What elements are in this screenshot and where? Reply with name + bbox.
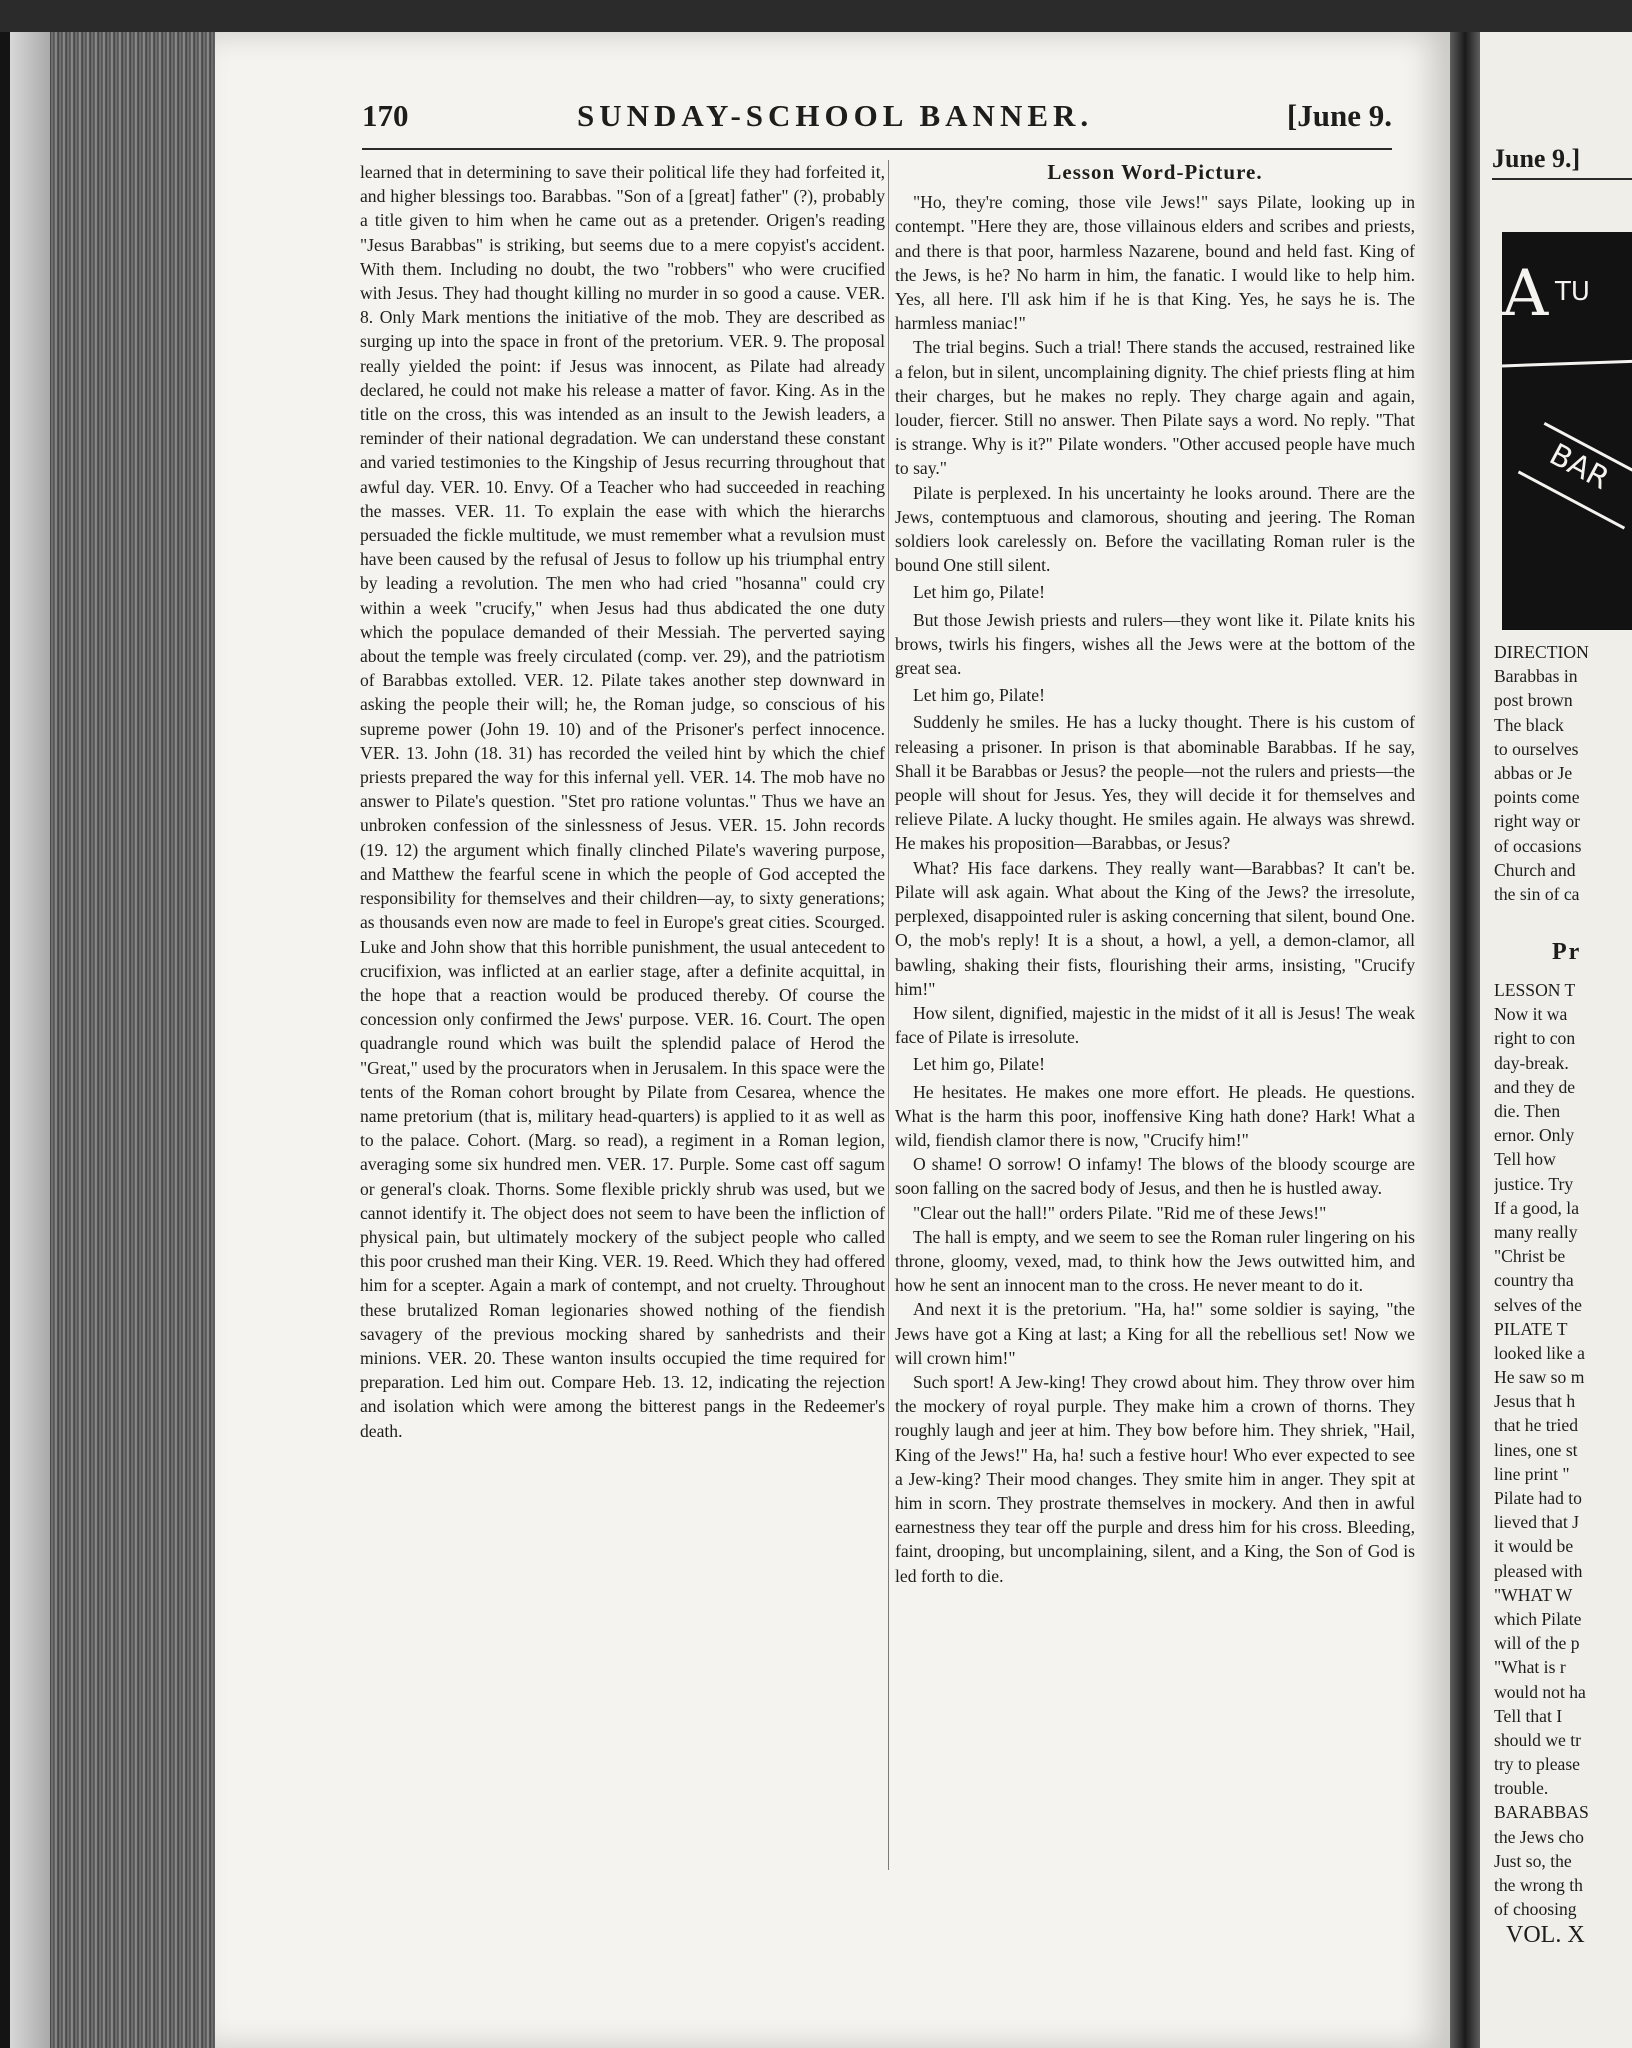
text-line-fragment: Church and: [1494, 859, 1576, 880]
text-line-fragment: If a good, la: [1494, 1197, 1580, 1218]
text-line-fragment: selves of the: [1494, 1294, 1582, 1315]
text-line-fragment: ernor. Only: [1494, 1125, 1575, 1146]
text-line-fragment: it would be: [1494, 1536, 1574, 1557]
journal-title: SUNDAY-SCHOOL BANNER.: [577, 98, 1094, 133]
right-running-head: June 9.]: [1492, 144, 1581, 173]
word-picture-paragraph: But those Jewish priests and rulers—they wont like it. Pilate knits his brows, twirls his fingers, wishes all the Jews were at the bottom of the great sea.: [895, 609, 1415, 679]
column-divider: [888, 160, 889, 1870]
text-line-fragment: many really: [1494, 1221, 1578, 1242]
text-line-fragment: Just so, the: [1494, 1850, 1572, 1871]
issue-date: [June 9.: [1286, 98, 1392, 133]
refrain-line: Let him go, Pilate!: [913, 582, 1045, 603]
text-line-fragment: line print ": [1494, 1463, 1570, 1484]
word-picture-paragraph: How silent, dignified, majestic in the midst of it all is Jesus! The weak face of Pilate is irresolute.: [895, 1002, 1415, 1048]
text-line-fragment: Tell how: [1494, 1149, 1556, 1170]
text-line-fragment: to ourselves: [1494, 738, 1579, 759]
page-number: 170: [362, 98, 409, 133]
word-picture-paragraph: And next it is the pretorium. "Ha, ha!" some soldier is saying, "the Jews have got a King at last; a King for all the rebellious set! Now we will crown him!": [895, 1299, 1415, 1368]
word-picture-paragraph: Suddenly he smiles. He has a lucky thought. There is his custom of releasing a prisoner. In prison is that abominable Barabbas. If he say, Shall it be Barabbas or Jesus? the people—not the rulers and priests—the people will shout for Jesus. Yes, they will decide it for themselves and relieve Pilate. A lucky thought. He smiles again. He always was shrewd. He makes his proposition—Barabbas, or Jesus?: [895, 712, 1415, 854]
text-line-fragment: LESSON T: [1494, 980, 1576, 1001]
word-picture-paragraph: The trial begins. Such a trial! There stands the accused, restrained like a felon, but in silent, uncomplaining dignity. The chief priests fling at him their charges, but he makes no reply. They charge again and again, louder, fiercer. Still no answer. Then Pilate says a word. No reply. "That is strange. Why is it?" Pilate wonders. "Other accused people have much to say.": [895, 337, 1415, 479]
refrain-line: Let him go, Pilate!: [913, 685, 1045, 706]
word-picture-paragraph: O shame! O sorrow! O infamy! The blows of the bloody scourge are soon falling on the sacred body of Jesus, and then he is hustled away.: [895, 1154, 1415, 1199]
text-line-fragment: and they de: [1494, 1076, 1576, 1097]
text-line-fragment: pleased with: [1494, 1560, 1583, 1581]
text-line-fragment: "What is r: [1494, 1657, 1566, 1678]
header-rule: [362, 148, 1392, 150]
text-line-fragment: He saw so m: [1494, 1367, 1585, 1388]
poster-letter: A: [1502, 257, 1549, 331]
book-spine: [0, 32, 10, 2048]
book-gutter: [1450, 32, 1480, 2048]
text-line-fragment: would not ha: [1494, 1681, 1586, 1702]
poster-letters: TU: [1555, 277, 1590, 307]
word-picture-paragraph: Pilate is perplexed. In his uncertainty he looks around. There are the Jews, contemptuous and clamorous, shouting and jeering. The Roman soldiers look carelessly on. Before the vacillating Roman ruler is the bound One still silent.: [895, 482, 1415, 576]
text-line-fragment: should we tr: [1494, 1729, 1581, 1750]
text-line-fragment: will of the p: [1494, 1633, 1580, 1654]
text-line-fragment: trouble.: [1494, 1778, 1549, 1799]
notes-column: [360, 160, 885, 1443]
text-line-fragment: BARABBAS: [1494, 1802, 1589, 1823]
text-line-fragment: Now it wa: [1494, 1004, 1568, 1025]
word-picture-paragraph: Such sport! A Jew-king! They crowd about him. They throw over him the mockery of royal purple. They make him a crown of thorns. They roughly laugh and jeer at him. They bow before him. They shriek, "Hail, King of the Jews!" Ha, ha! such a festive hour! Who ever expected to see a Jew-king? Their mood changes. They smite him in anger. They spit at him in scorn. They prostrate themselves in mockery. And then in awful earnestness they tear off the purple and dress him for his cross. Bleeding, faint, drooping, but uncomplaining, silent, and a King, the Son of God is led forth to die.: [895, 1371, 1415, 1586]
text-line-fragment: points come: [1494, 787, 1580, 808]
text-line-fragment: DIRECTION: [1494, 642, 1589, 662]
poster-letters-bar: BAR: [1543, 437, 1615, 497]
right-text-block: [1494, 978, 1632, 1921]
word-picture-paragraph: "Ho, they're coming, those vile Jews!" says Pilate, looking up in contempt. "Here they are, those villainous elders and scribes and priests, and there is that poor, harmless Nazarene, bound and held fast. King of the Jews, is he? No harm in him, the fanatic. I would like to help him. Yes, all here. I'll ask him if he is that King. Yes, he says he is. The harmless maniac!": [895, 192, 1415, 334]
section-heading: Lesson Word-Picture.: [1047, 160, 1263, 184]
text-line-fragment: which Pilate: [1494, 1608, 1582, 1629]
text-line-fragment: "Christ be: [1494, 1246, 1566, 1267]
text-line-fragment: PILATE T: [1494, 1318, 1568, 1339]
page-edges: [10, 32, 215, 2048]
running-head: [362, 98, 1392, 138]
right-page-text: [1494, 640, 1632, 1948]
text-line-fragment: lines, one st: [1494, 1439, 1578, 1460]
text-line-fragment: die. Then: [1494, 1101, 1561, 1121]
right-page: [1480, 32, 1632, 2048]
text-line-fragment: Tell that I: [1494, 1705, 1563, 1726]
text-line-fragment: Jesus that h: [1494, 1391, 1576, 1412]
scan-top-band: [0, 0, 1632, 32]
text-line-fragment: the Jews cho: [1494, 1826, 1584, 1847]
word-picture-paragraph: What? His face darkens. They really want—Barabbas? It can't be. Pilate will ask again. What about the King of the Jews? the irresolute, perplexed, disappointed ruler is asking concerning that silent, bound One. O, the mob's reply! It is a shout, a howl, a yell, a demon-clamor, all bawling, shaking their fists, flourishing their arms, insisting, "Crucify him!": [895, 857, 1415, 999]
text-line-fragment: of choosing: [1494, 1899, 1577, 1920]
right-text-block: [1494, 640, 1632, 906]
text-line-fragment: looked like a: [1494, 1342, 1585, 1363]
word-picture-paragraph: "Clear out the hall!" orders Pilate. "Rid me of these Jews!": [913, 1202, 1327, 1223]
text-line-fragment: post brown: [1494, 690, 1573, 711]
text-line-fragment: abbas or Je: [1494, 762, 1573, 783]
word-picture-column: [895, 160, 1415, 1588]
text-line-fragment: that he tried: [1494, 1415, 1579, 1436]
volume-fragment: VOL. X: [1506, 1922, 1585, 1949]
text-line-fragment: justice. Try: [1494, 1173, 1574, 1194]
text-line-fragment: day-break.: [1494, 1052, 1569, 1073]
right-section-heading-fragment: Pr: [1552, 939, 1582, 966]
text-line-fragment: "WHAT W: [1494, 1584, 1573, 1605]
text-line-fragment: Barabbas in: [1494, 666, 1578, 687]
text-line-fragment: Pilate had to: [1494, 1488, 1582, 1508]
word-picture-paragraph: The hall is empty, and we seem to see the Roman ruler lingering on his throne, gloomy, vexed, mad, to think how the Jews outwitted him, and how he sent an innocent man to the cross. He never meant to do it.: [895, 1226, 1415, 1296]
text-line-fragment: lieved that J: [1494, 1512, 1580, 1533]
text-line-fragment: the wrong th: [1494, 1875, 1583, 1895]
right-header-rule: [1492, 178, 1632, 180]
text-line-fragment: country tha: [1494, 1270, 1574, 1291]
notes-paragraph: learned that in determining to save their political life they had forfeited it, and higher blessings too. Barabbas. "Son of a [great] father" (?), probably a title given to him when he came out as a pretender. Origen's reading "Jesus Barabbas" is striking, but seems due to a mere copyist's accident. With them. Including no doubt, the two "robbers" who were crucified with Jesus. They had thought killing no murder in so good a cause. VER. 8. Only Mark mentions the initiative of the mob. They are described as surging up into the space in front of the pretorium. VER. 9. The proposal really yielded the point: if Jesus was innocent, as Pilate had already declared, he could not make his release a matter of favor. King. As in the title on the cross, this was intended as an insult to the Jewish leaders, a reminder of their national degradation. We can understand these constant and varied testimonies to the Kingship of Jesus recurring throughout that awful day. VER. 10. Envy. Of a Teacher who had succeeded in reaching the masses. VER. 11. To explain the ease with which the hierarchs persuaded the fickle multitude, we must remember what a revulsion must have been caused by the refusal of Jesus to follow up his triumphal entry by leading a revolution. The men who had cried "hosanna" could cry within a week "crucify," when Jesus had thus abdicated the one duty which the populace demanded of their Messiah. The perverted saying about the temple was freely circulated (comp. ver. 29), and the patriotism of Barabbas extolled. VER. 12. Pilate takes another step downward in asking the people their will; he, the Roman judge, so conscious of his supreme power (John 19. 10) and of the Prisoner's perfect innocence. VER. 13. John (18. 31) has recorded the veiled hint by which the chief priests prepared the way for this infernal yell. VER. 14. The mob have no answer to Pilate's question. "Stet pro ratione voluntas." Thus we have an unbroken confession of the sinlessness of Jesus. VER. 15. John records (19. 12) the argument which finally clinched Pilate's wavering purpose, and Matthew the fearful scene in which the people of God accepted the responsibility for themselves and their children—ay, to sixty generations; as thousands even now are made to feel in Europe's great cities. Scourged. Luke and John show that this horrible punishment, the usual antecedent to crucifixion, was inflicted at an earlier stage, after a definite acquittal, in the hope that a reaction would be produced thereby. Of course the concession only confirmed the Jews' purpose. VER. 16. Court. The open quadrangle round which was built the splendid palace of Herod the "Great," used by the procurators when in Jerusalem. In this space were the tents of the Roman cohort brought by Pilate from Cesarea, whence the name pretorium (that is, military head-quarters) is applied to it as well as to the palace. Cohort. (Marg. so read), a regiment in a Roman legion, averaging some six hundred men. VER. 17. Purple. Some cast off sagum or general's cloak. Thorns. Some flexible prickly shrub was used, but we cannot identify it. The object does not seem to have been the infliction of physical pain, but ultimately mockery of the subject people who called this poor crushed man their King. VER. 19. Reed. Which they had offered him for a scepter. Again a mark of contempt, and not cruelty. Throughout these brutalized Roman legionaries showed nothing of the fiendish savagery of the previous mocking shared by sanhedrists and their minions. VER. 20. These wanton insults occupied the time required for preparation. Led him out. Compare Heb. 13. 12, indicating the rejection and isolation which were among the bitterest pangs in the Redeemer's death.: [360, 162, 885, 1441]
text-line-fragment: right to con: [1494, 1028, 1576, 1049]
text-line-fragment: the sin of ca: [1494, 883, 1580, 904]
text-line-fragment: try to please: [1494, 1754, 1580, 1775]
text-line-fragment: of occasions: [1494, 835, 1582, 856]
text-line-fragment: The black: [1494, 714, 1564, 735]
refrain-line: Let him go, Pilate!: [913, 1054, 1045, 1075]
word-picture-paragraph: He hesitates. He makes one more effort. He pleads. He questions. What is the harm this poor, inoffensive King hath done? Hark! What a wild, fiendish clamor there is now, "Crucify him!": [895, 1081, 1415, 1150]
text-line-fragment: right way or: [1494, 811, 1580, 832]
